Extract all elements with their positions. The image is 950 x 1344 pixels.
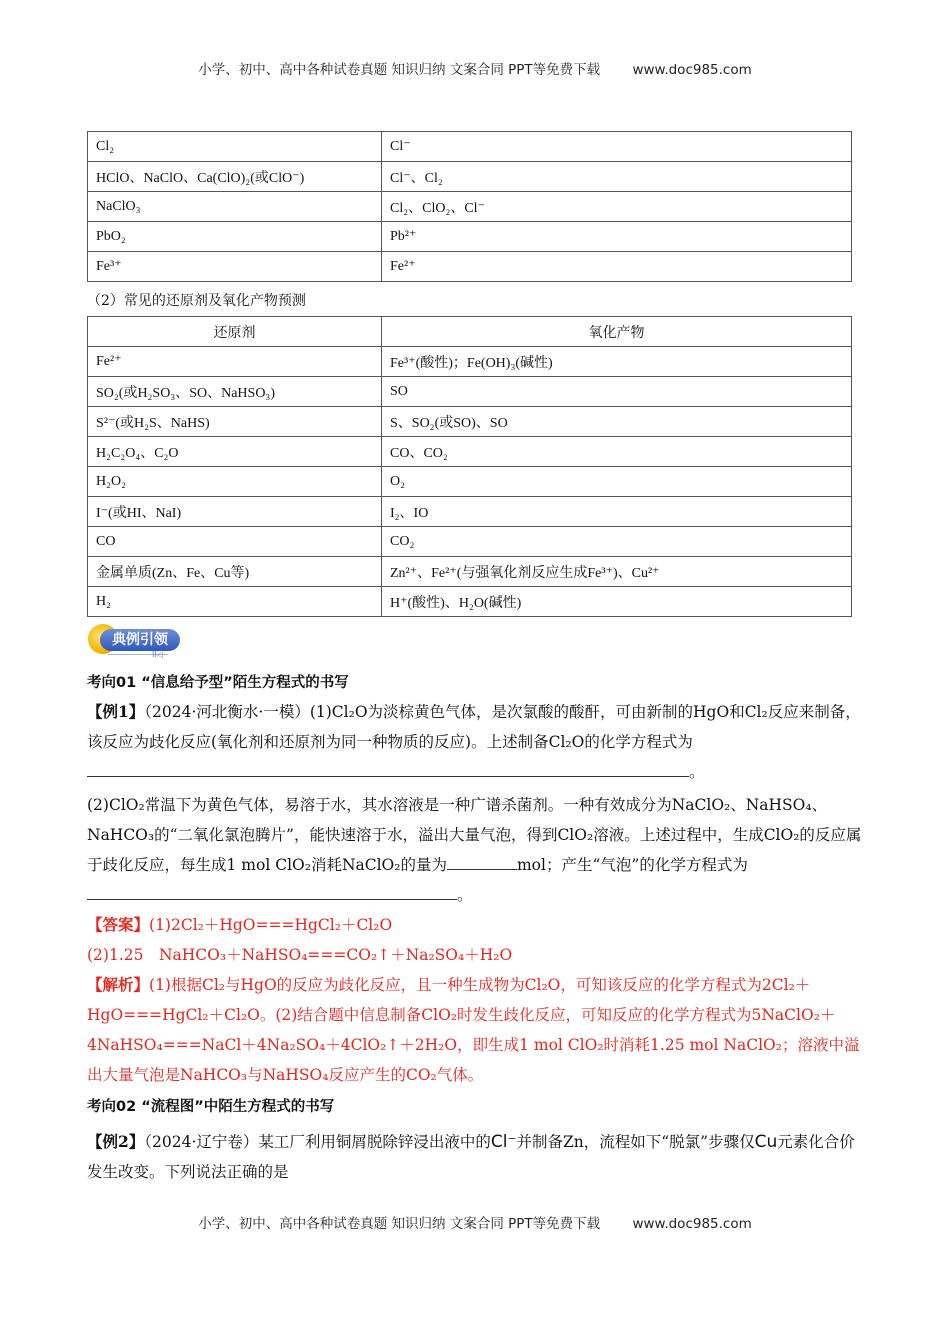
table-cell-product: CO₂ <box>382 527 852 557</box>
table-cell-product: I₂、IO <box>382 497 852 527</box>
answer-blank-3[interactable] <box>87 885 457 900</box>
table-cell-product: Zn²⁺、Fe²⁺(与强氧化剂反应生成Fe³⁺)、Cu²⁺ <box>382 557 852 587</box>
header-reductant: 还原剂 <box>88 317 382 347</box>
table-cell-agent: 金属单质(Zn、Fe、Cu等) <box>88 557 382 587</box>
table-cell-agent: I⁻(或HI、NaI) <box>88 497 382 527</box>
table-row <box>88 377 852 407</box>
table-cell-agent: Cl₂ <box>88 132 382 162</box>
chloride-symbol: Cl⁻ <box>490 1132 517 1152</box>
table-row <box>88 527 852 557</box>
reductant-table <box>87 316 852 617</box>
badge-sub: II◁ <box>152 650 163 659</box>
header-url[interactable]: www.doc985.com <box>632 62 752 78</box>
direction2-heading: 考向02 “流程图”中陌生方程式的书写 <box>87 1099 335 1115</box>
example1-part2: (2)ClO₂常温下为黄色气体，易溶于水，其水溶液是一种广谱杀菌剂。一种有效成分为NaClO₂、NaHSO₄、NaHCO₃的“二氧化氯泡腾片”，能快速溶于水，溢出大量气泡，得到ClO₂溶液。上述过程中，生成ClO₂的反应属于歧化反应，每生成1 mol ClO₂消耗NaClO₂的量为 mol；产生“气泡”的化学方程式为 。 <box>87 796 862 904</box>
table-cell-agent: NaClO₃ <box>88 192 382 222</box>
example2-text: 【例2】（2024·辽宁卷）某工厂利用铜屑脱除锌浸出液中的Cl⁻并制备Zn，流程如下“脱氯”步骤仅Cu元素化合价发生改变。下列说法正确的是 <box>87 1132 855 1181</box>
table-row <box>88 347 852 377</box>
table-header-row <box>88 317 852 347</box>
table-cell-product: Cl₂、ClO₂、Cl⁻ <box>382 192 852 222</box>
table-cell-product: SO <box>382 377 852 407</box>
table-cell-product: Pb²⁺ <box>382 222 852 252</box>
table-cell-product: CO、CO₂ <box>382 437 852 467</box>
badge-label: 典例引领 <box>100 629 180 651</box>
table-cell-agent: H₂ <box>88 587 382 617</box>
table-row <box>88 467 852 497</box>
table-cell-agent: CO <box>88 527 382 557</box>
table-cell-product: Cl⁻ <box>382 132 852 162</box>
section2-title: （2）常见的还原剂及氧化产物预测 <box>87 293 306 309</box>
footer-text: 小学、初中、高中各种试卷真题 知识归纳 文案合同 PPT等免费下载 <box>198 1216 601 1232</box>
table-row <box>88 557 852 587</box>
analysis-block: 【解析】(1)根据Cl₂与HgO的反应为歧化反应，且一种生成物为Cl₂O，可知该反应的化学方程式为2Cl₂＋HgO===HgCl₂＋Cl₂O。(2)结合题中信息制备ClO₂时发生歧化反应，可知反应的化学方程式为5NaClO₂＋4NaHSO₄===NaCl＋4Na₂SO₄＋4ClO₂↑＋2H₂O，即生成1 mol ClO₂时消耗1.25 mol NaClO₂；溶液中溢出大量气泡是NaHCO₃与NaHSO₄反应产生的CO₂气体。 <box>87 975 860 1084</box>
page-footer <box>0 1212 950 1232</box>
table-row <box>88 222 852 252</box>
header-oxidation-product: 氧化产物 <box>382 317 852 347</box>
example1-part1: 【例1】（2024·河北衡水·一模）(1)Cl₂O为淡棕黄色气体，是次氯酸的酸酐，可由新制的HgO和Cl₂反应来制备，该反应为歧化反应(氧化剂和还原剂为同一种物质的反应)。上述制备Cl₂O的化学方程式为 。 <box>87 702 861 781</box>
table-row <box>88 162 852 192</box>
copper-symbol: Cu <box>754 1132 778 1152</box>
table-row <box>88 497 852 527</box>
table-cell-agent: HClO、NaClO、Ca(ClO)₂(或ClO⁻) <box>88 162 382 192</box>
direction1-heading: 考向01 “信息给予型”陌生方程式的书写 <box>87 675 349 691</box>
table-cell-product: Cl⁻、Cl₂ <box>382 162 852 192</box>
answer-blank-2[interactable] <box>447 855 517 870</box>
typical-example-badge <box>88 622 180 659</box>
table-cell-agent: S²⁻(或H₂S、NaHS) <box>88 407 382 437</box>
table-row <box>88 437 852 467</box>
answer-blank-1[interactable] <box>87 762 689 777</box>
table-cell-agent: SO₂(或H₂SO₃、SO、NaHSO₃) <box>88 377 382 407</box>
footer-url[interactable]: www.doc985.com <box>632 1216 752 1232</box>
oxidant-table <box>87 131 852 282</box>
table-row <box>88 192 852 222</box>
table-row <box>88 407 852 437</box>
table-cell-agent: H₂C₂O₄、C₂O <box>88 437 382 467</box>
page-header <box>0 58 950 78</box>
table-cell-agent: Fe²⁺ <box>88 347 382 377</box>
table-row <box>88 252 852 282</box>
table-cell-agent: H₂O₂ <box>88 467 382 497</box>
table-cell-product: H⁺(酸性)、H₂O(碱性) <box>382 587 852 617</box>
answer-block: 【答案】(1)2Cl₂＋HgO===HgCl₂＋Cl₂O (2)1.25 NaHCO₃＋NaHSO₄===CO₂↑＋Na₂SO₄＋H₂O <box>87 915 513 964</box>
table-cell-product: Fe³⁺(酸性)；Fe(OH)₃(碱性) <box>382 347 852 377</box>
table-cell-agent: Fe³⁺ <box>88 252 382 282</box>
table-cell-product: Fe²⁺ <box>382 252 852 282</box>
table-cell-product: S、SO₂(或SO)、SO <box>382 407 852 437</box>
table-row <box>88 587 852 617</box>
table-cell-agent: PbO₂ <box>88 222 382 252</box>
header-text: 小学、初中、高中各种试卷真题 知识归纳 文案合同 PPT等免费下载 <box>198 62 601 78</box>
table-row <box>88 132 852 162</box>
table-cell-product: O₂ <box>382 467 852 497</box>
